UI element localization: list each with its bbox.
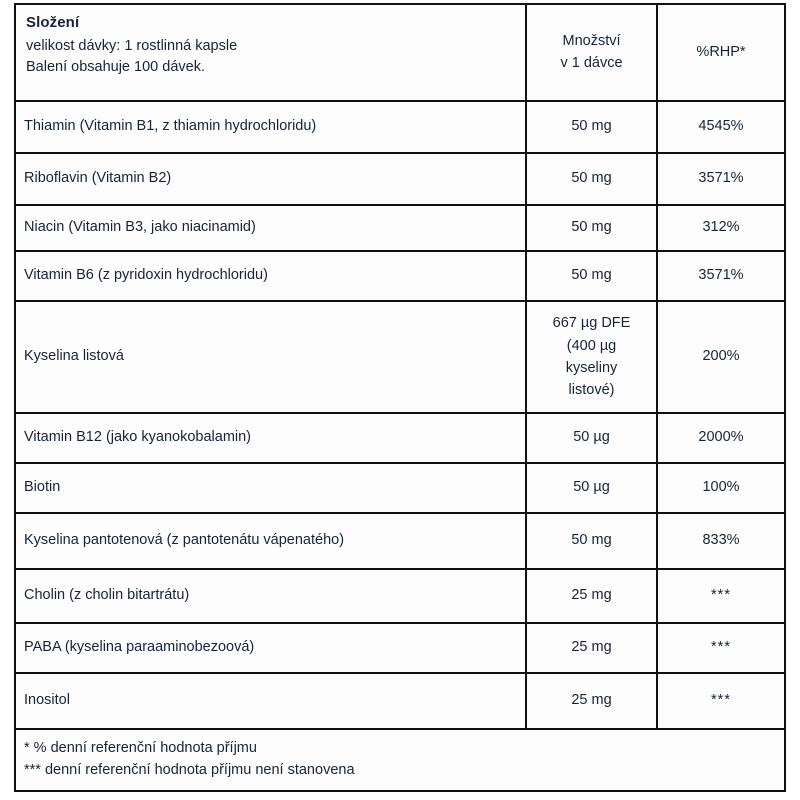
- nutrient-name: Vitamin B12 (jako kyanokobalamin): [15, 413, 526, 463]
- table-row: [15, 251, 785, 301]
- nutrient-amount: 25 mg: [526, 623, 657, 673]
- nutrient-amount-line: (400 µg: [566, 337, 617, 354]
- nutrient-percent: 833%: [657, 513, 785, 569]
- nutrient-name: Niacin (Vitamin B3, jako niacinamid): [15, 205, 526, 251]
- nutrient-amount-line: listové): [568, 382, 615, 399]
- nutrient-percent: 3571%: [657, 251, 785, 301]
- nutrient-percent: ***: [657, 673, 785, 729]
- header-amount-column: [526, 4, 657, 101]
- serving-size-line: velikost dávky: 1 rostlinná kapsle: [26, 37, 238, 54]
- nutrient-amount: 50 µg: [526, 413, 657, 463]
- table-row: [15, 569, 785, 623]
- nutrient-name: Inositol: [15, 673, 526, 729]
- header-percent-column: %RHP*: [657, 4, 785, 101]
- table-row: [15, 413, 785, 463]
- table-row: [15, 673, 785, 729]
- table-row: [15, 513, 785, 569]
- footnote-row: [15, 729, 785, 791]
- nutrient-name: Riboflavin (Vitamin B2): [15, 153, 526, 205]
- nutrient-amount: [526, 301, 657, 413]
- nutrient-name: Vitamin B6 (z pyridoxin hydrochloridu): [15, 251, 526, 301]
- nutrient-name: Cholin (z cholin bitartrátu): [15, 569, 526, 623]
- nutrient-name: Biotin: [15, 463, 526, 513]
- nutrient-percent: 3571%: [657, 153, 785, 205]
- header-amount-line1: Množství: [562, 33, 621, 50]
- nutrient-amount: 25 mg: [526, 673, 657, 729]
- table-row: [15, 101, 785, 153]
- nutrient-percent: 200%: [657, 301, 785, 413]
- nutrient-name: Kyselina listová: [15, 301, 526, 413]
- table-row: [15, 153, 785, 205]
- page-title: Složení: [26, 14, 80, 31]
- nutrient-percent: 100%: [657, 463, 785, 513]
- nutrient-amount-line: kyseliny: [565, 360, 618, 376]
- table-row: [15, 463, 785, 513]
- header-composition-cell: [15, 4, 526, 101]
- nutrient-amount: 25 mg: [526, 569, 657, 623]
- nutrient-name: Kyselina pantotenová (z pantotenátu vápenatého): [15, 513, 526, 569]
- nutrient-amount: 50 mg: [526, 205, 657, 251]
- footnotes: [15, 729, 785, 791]
- nutrient-percent: 2000%: [657, 413, 785, 463]
- supplement-facts-table: [14, 3, 786, 792]
- nutrient-amount: 50 mg: [526, 513, 657, 569]
- nutrient-percent: ***: [657, 623, 785, 673]
- nutrient-name: PABA (kyselina paraaminobezoová): [15, 623, 526, 673]
- nutrient-amount: 50 mg: [526, 101, 657, 153]
- nutrient-name: Thiamin (Vitamin B1, z thiamin hydrochloridu): [15, 101, 526, 153]
- servings-per-container-line: Balení obsahuje 100 dávek.: [26, 58, 205, 75]
- nutrient-percent: 4545%: [657, 101, 785, 153]
- table-row: [15, 205, 785, 251]
- table-header-row: [15, 4, 785, 101]
- footnote-line-1: * % denní referenční hodnota příjmu: [24, 740, 257, 757]
- nutrient-percent: 312%: [657, 205, 785, 251]
- nutrient-percent: ***: [657, 569, 785, 623]
- header-amount-line2: v 1 dávce: [560, 54, 623, 71]
- footnote-line-2: *** denní referenční hodnota příjmu není stanovena: [24, 762, 355, 778]
- table-row: [15, 301, 785, 413]
- nutrient-amount: 50 mg: [526, 153, 657, 205]
- nutrient-amount: 50 mg: [526, 251, 657, 301]
- nutrient-amount-line: 667 µg DFE: [552, 315, 631, 332]
- nutrient-amount: 50 µg: [526, 463, 657, 513]
- table-row: [15, 623, 785, 673]
